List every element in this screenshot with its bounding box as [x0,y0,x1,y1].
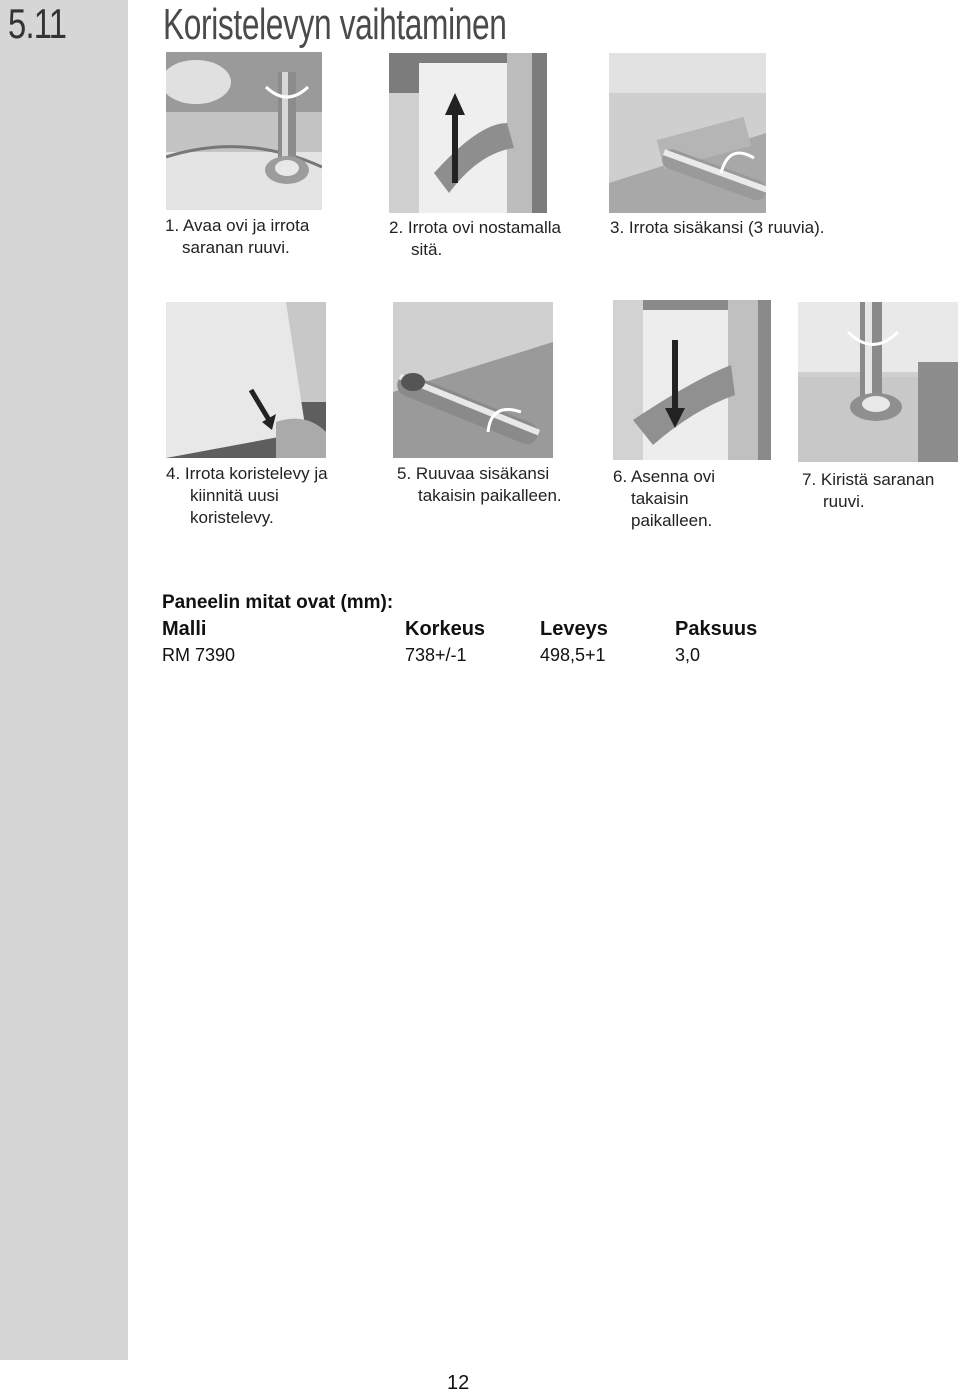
step-5-caption [397,463,562,507]
caption-line: saranan ruuvi. [182,238,290,257]
caption-line: 5. Ruuvaa sisäkansi [397,464,550,483]
step-6-photo [613,300,771,460]
caption-line: 2. Irrota ovi nostamalla [389,218,561,237]
column-header: Paksuus [675,617,758,640]
side-bar [0,0,128,1360]
step-1-caption [165,215,309,259]
table-cell: 3,0 [675,644,701,665]
step-5-photo [393,302,553,458]
page-number: 12 [447,1372,470,1394]
table-row [162,643,795,667]
table-cell: RM 7390 [162,644,236,665]
caption-line: 3. Irrota sisäkansi (3 ruuvia). [610,218,825,237]
step-2-caption [389,217,561,261]
caption-line: ruuvi. [823,492,865,511]
caption-line: paikalleen. [631,511,713,530]
column-header: Leveys [540,617,608,640]
step-7-caption [802,469,934,513]
step-7-photo [798,302,958,462]
step-4-caption [166,463,328,529]
step-2-photo [389,53,547,213]
caption-line: 6. Asenna ovi [613,467,716,486]
panel-dimensions-table [162,615,795,667]
step-3-photo [609,53,766,213]
caption-line: kiinnitä uusi [190,486,279,505]
page-title: Koristelevyn vaihtaminen [163,0,507,49]
caption-line: takaisin paikalleen. [418,486,562,505]
caption-line: 1. Avaa ovi ja irrota [165,216,310,235]
step-1-photo [166,52,322,210]
caption-line: 7. Kiristä saranan [802,470,935,489]
caption-line: sitä. [411,240,443,259]
step-6-caption [613,466,715,532]
panel-dimensions-heading: Paneelin mitat ovat (mm): [162,592,394,613]
caption-line: 4. Irrota koristelevy ja [166,464,328,483]
step-3-caption [610,217,824,239]
column-header: Malli [162,617,207,640]
table-cell: 738+/-1 [405,644,467,665]
table-cell: 498,5+1 [540,644,606,665]
table-header-row [162,615,795,643]
step-4-photo [166,302,326,458]
column-header: Korkeus [405,617,486,640]
section-number: 5.11 [8,0,67,47]
caption-line: takaisin [631,489,689,508]
caption-line: koristelevy. [190,508,274,527]
